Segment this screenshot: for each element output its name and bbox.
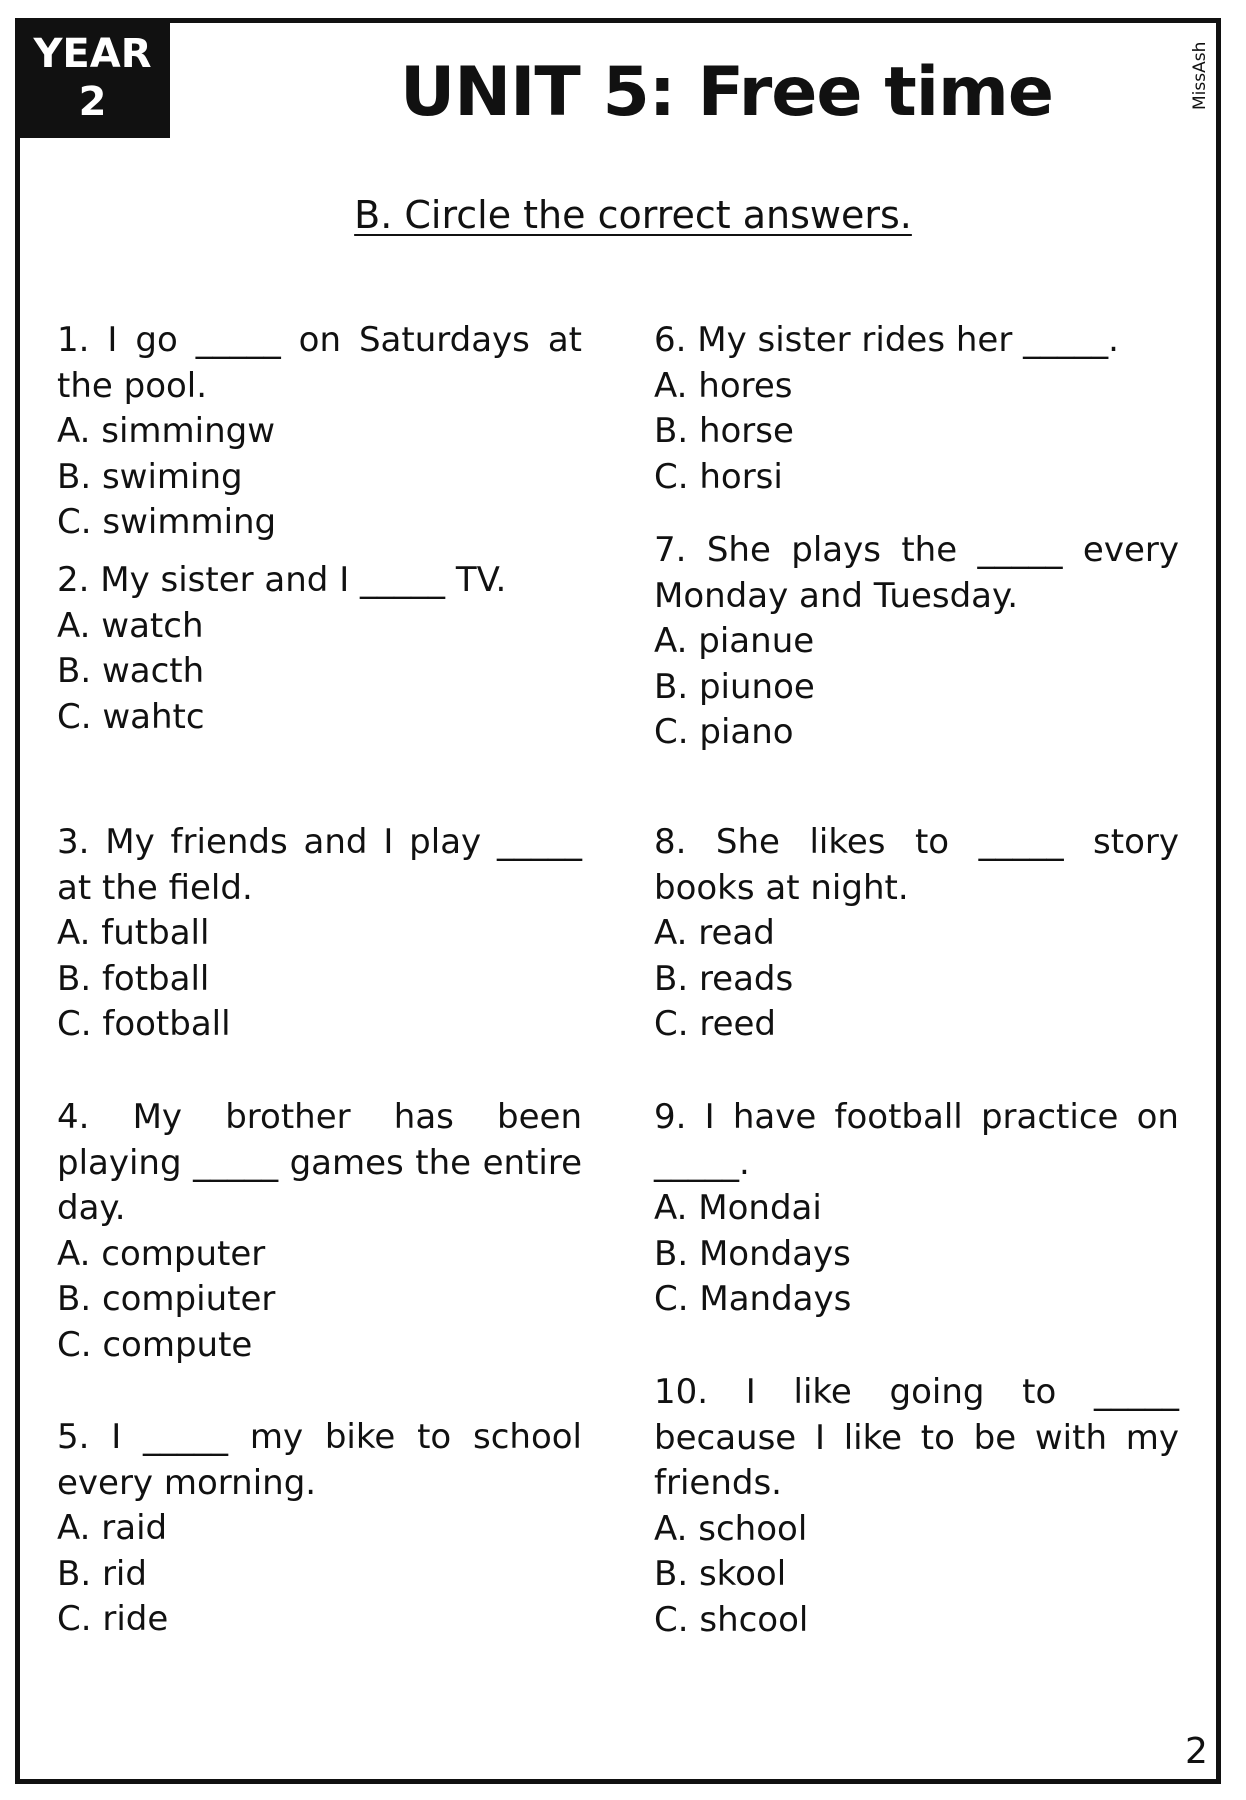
- question-3: [57, 820, 582, 1095]
- section-heading: [0, 190, 1246, 240]
- option-a[interactable]: A. hores: [654, 365, 793, 406]
- question-7: [654, 528, 1179, 802]
- option-c[interactable]: C. wahtc: [57, 696, 205, 737]
- option-b[interactable]: B. wacth: [57, 651, 205, 692]
- option-a[interactable]: A. raid: [57, 1508, 168, 1549]
- question-2: [57, 546, 582, 820]
- option-c[interactable]: C. Mandays: [654, 1279, 852, 1320]
- option-b[interactable]: B. rid: [57, 1553, 147, 1594]
- option-c[interactable]: C. shcool: [654, 1599, 809, 1640]
- unit-title: UNIT 5: Free time: [400, 53, 1054, 132]
- option-b[interactable]: B. swiming: [57, 456, 243, 497]
- question-1: [57, 318, 582, 546]
- author-watermark: MissAsh: [1190, 41, 1210, 110]
- section-heading-text: B. Circle the correct answers.: [354, 193, 912, 237]
- year-label: YEAR: [33, 31, 152, 77]
- option-c[interactable]: C. swimming: [57, 502, 277, 543]
- question-stem: 10. I like going to _____ because I like to be with my friends.: [654, 1372, 1179, 1504]
- option-c[interactable]: C. reed: [654, 1004, 777, 1045]
- question-stem: 4. My brother has been playing _____ games the entire day.: [57, 1097, 582, 1229]
- year-number: 2: [78, 79, 107, 125]
- question-stem: 2. My sister and I _____ TV.: [57, 560, 507, 600]
- question-stem: 1. I go _____ on Saturdays at the pool.: [57, 320, 582, 406]
- option-c[interactable]: C. football: [57, 1004, 231, 1045]
- option-a[interactable]: A. computer: [57, 1233, 266, 1274]
- question-10: [654, 1370, 1179, 1644]
- question-stem: 6. My sister rides her _____.: [654, 320, 1119, 360]
- option-a[interactable]: A. Mondai: [654, 1188, 822, 1229]
- option-c[interactable]: C. horsi: [654, 456, 783, 497]
- question-stem: 8. She likes to _____ story books at night.: [654, 822, 1179, 908]
- option-a[interactable]: A. pianue: [654, 621, 815, 662]
- option-b[interactable]: B. piunoe: [654, 666, 815, 707]
- option-b[interactable]: B. fotball: [57, 958, 210, 999]
- option-b[interactable]: B. Mondays: [654, 1233, 851, 1274]
- question-5: [57, 1415, 582, 1643]
- right-question-column: [654, 318, 1179, 1644]
- question-8: [654, 820, 1179, 1095]
- option-a[interactable]: A. read: [654, 913, 775, 954]
- option-a[interactable]: A. simmingw: [57, 411, 276, 452]
- option-c[interactable]: C. piano: [654, 712, 794, 753]
- question-stem: 5. I _____ my bike to school every morning.: [57, 1417, 582, 1503]
- question-9: [654, 1095, 1179, 1370]
- option-b[interactable]: B. horse: [654, 411, 794, 452]
- option-a[interactable]: A. watch: [57, 605, 204, 646]
- year-badge: [15, 18, 170, 138]
- question-stem: 7. She plays the _____ every Monday and Tuesday.: [654, 530, 1179, 616]
- page-number: 2: [1185, 1731, 1208, 1772]
- option-c[interactable]: C. compute: [57, 1324, 253, 1365]
- option-b[interactable]: B. reads: [654, 958, 794, 999]
- option-a[interactable]: A. school: [654, 1508, 808, 1549]
- option-b[interactable]: B. compiuter: [57, 1279, 276, 1320]
- question-6: [654, 318, 1179, 546]
- option-b[interactable]: B. skool: [654, 1554, 787, 1595]
- question-stem: 9. I have football practice on _____.: [654, 1097, 1179, 1183]
- question-stem: 3. My friends and I play _____ at the field.: [57, 822, 582, 908]
- option-a[interactable]: A. futball: [57, 913, 210, 954]
- option-c[interactable]: C. ride: [57, 1599, 169, 1640]
- question-4: [57, 1095, 582, 1415]
- left-question-column: [57, 318, 582, 1643]
